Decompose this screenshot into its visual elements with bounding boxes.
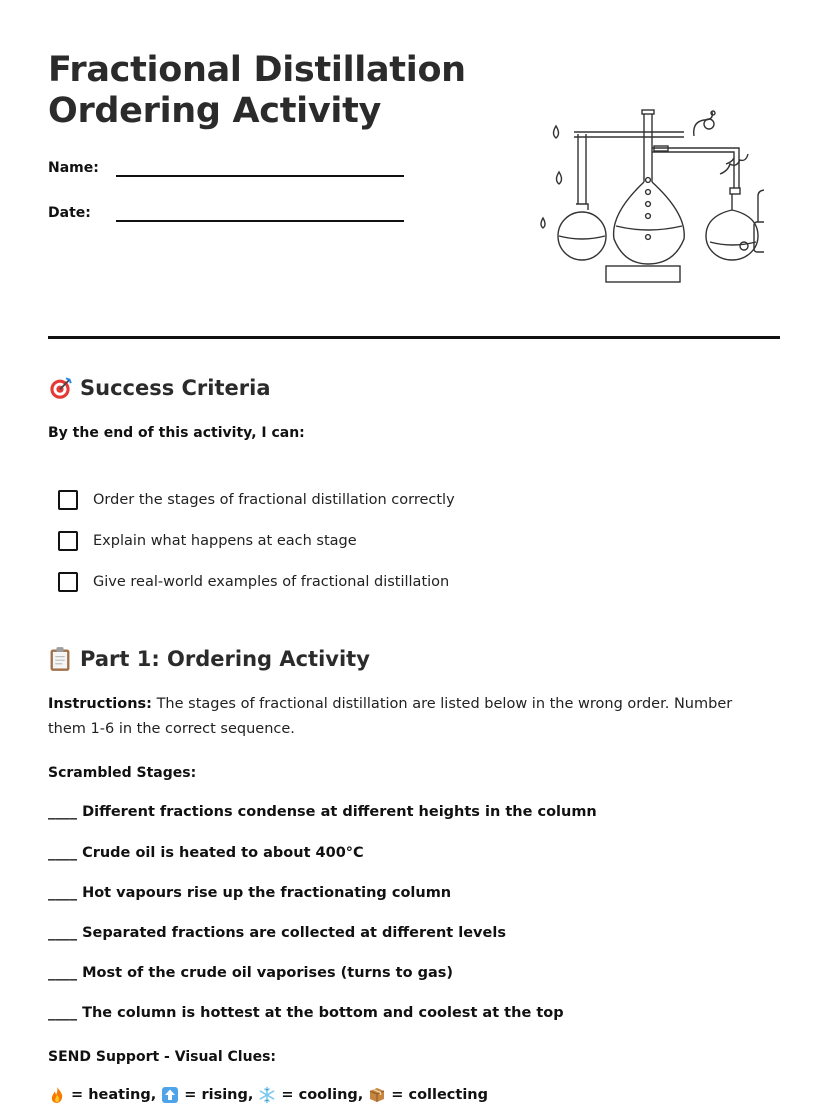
date-line[interactable] [116,220,404,222]
title-line-1: Fractional Distillation [48,50,466,90]
date-field [48,205,91,221]
stage-text: Separated fractions are collected at different levels [82,925,506,941]
checkbox[interactable] [58,572,78,592]
name-label: Name: [48,160,99,176]
stage-text: Crude oil is heated to about 400°C [82,845,364,861]
stage-item-6[interactable] [48,1005,564,1021]
name-line[interactable] [116,175,404,177]
send-support-label: SEND Support - Visual Clues: [48,1049,276,1065]
target-icon [48,376,72,400]
stage-blank[interactable]: ____ [48,965,77,981]
fire-icon [48,1086,66,1104]
checkbox[interactable] [58,531,78,551]
stage-text: Most of the crude oil vaporises (turns to gas) [82,965,454,981]
instructions-label: Instructions: [48,696,152,712]
stage-blank[interactable]: ____ [48,804,77,820]
stage-item-3[interactable] [48,885,451,901]
page-title [48,50,528,132]
stage-item-1[interactable] [48,804,597,820]
instructions-text: The stages of fractional distillation are listed below in the wrong order. Number them 1-6 in the correct sequence. [48,696,733,737]
success-intro: By the end of this activity, I can: [48,425,305,441]
stage-item-4[interactable] [48,925,506,941]
stage-blank[interactable]: ____ [48,1005,77,1021]
name-field [48,160,99,176]
part1-heading [48,646,370,672]
package-icon [368,1086,386,1104]
clue-cooling: = cooling, [281,1087,364,1103]
divider [48,336,780,339]
criteria-item-3[interactable] [58,570,449,594]
stage-item-5[interactable] [48,965,453,981]
clue-collecting: = collecting [391,1087,489,1103]
distillation-apparatus-icon [534,104,764,286]
stage-blank[interactable]: ____ [48,925,77,941]
clue-heating: = heating, [71,1087,157,1103]
criteria-label: Give real-world examples of fractional distillation [93,574,450,590]
stage-blank[interactable]: ____ [48,885,77,901]
stage-item-2[interactable] [48,845,364,861]
stage-text: Different fractions condense at different heights in the column [82,804,597,820]
part1-title: Part 1: Ordering Activity [80,647,370,671]
checkbox[interactable] [58,490,78,510]
clue-rising: = rising, [184,1087,254,1103]
criteria-label: Explain what happens at each stage [93,533,357,549]
clipboard-icon [48,646,72,672]
criteria-item-2[interactable] [58,529,357,553]
criteria-item-1[interactable] [58,488,455,512]
success-criteria-title: Success Criteria [80,376,271,400]
date-label: Date: [48,205,91,221]
stage-blank[interactable]: ____ [48,845,77,861]
stage-text: Hot vapours rise up the fractionating column [82,885,452,901]
success-criteria-heading [48,376,271,400]
up-arrow-icon [161,1086,179,1104]
title-line-2: Ordering Activity [48,91,382,131]
snowflake-icon [258,1086,276,1104]
criteria-label: Order the stages of fractional distillation correctly [93,492,455,508]
scrambled-stages-label: Scrambled Stages: [48,765,197,781]
instructions [48,692,773,742]
visual-clues [48,1086,488,1104]
stage-text: The column is hottest at the bottom and coolest at the top [82,1005,564,1021]
